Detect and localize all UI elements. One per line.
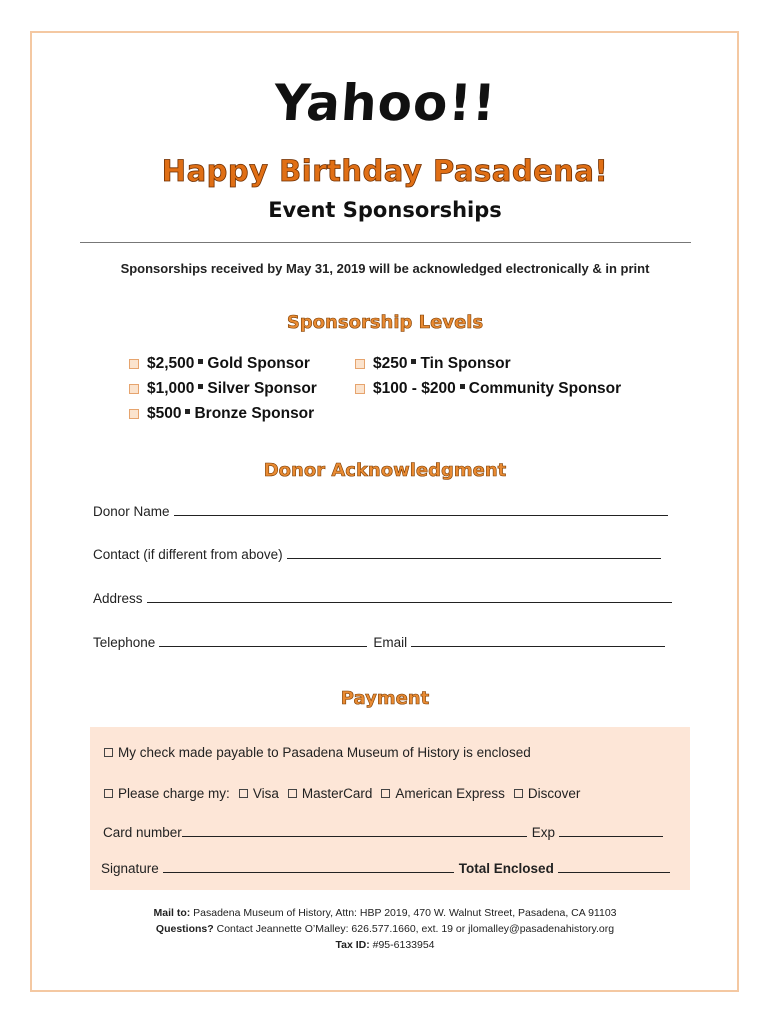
card-option-discover[interactable] bbox=[514, 786, 581, 801]
level-tin bbox=[355, 355, 511, 373]
sponsorship-levels-heading: Sponsorship Levels bbox=[286, 312, 484, 333]
telephone-email-row bbox=[93, 634, 665, 650]
card-number-label: Card number bbox=[103, 825, 182, 840]
charge-option-row bbox=[104, 786, 580, 801]
bullet-icon bbox=[129, 409, 139, 419]
level-gold bbox=[129, 355, 310, 373]
card-option-visa[interactable] bbox=[239, 786, 279, 801]
level-amount: $500 bbox=[147, 405, 182, 422]
event-sponsorships-title: Event Sponsorships bbox=[268, 198, 502, 222]
card-number-input[interactable] bbox=[182, 824, 527, 837]
bullet-icon bbox=[129, 384, 139, 394]
separator-icon bbox=[460, 384, 465, 389]
discover-checkbox[interactable] bbox=[514, 789, 523, 798]
contact-input[interactable] bbox=[287, 546, 661, 559]
donor-name-input[interactable] bbox=[174, 503, 668, 516]
discover-label: Discover bbox=[527, 786, 581, 801]
address-label: Address bbox=[93, 591, 143, 606]
donor-name-label: Donor Name bbox=[93, 504, 170, 519]
mastercard-label: MasterCard bbox=[301, 786, 373, 801]
total-enclosed-input[interactable] bbox=[558, 860, 670, 873]
telephone-label: Telephone bbox=[93, 635, 156, 650]
level-name: Bronze Sponsor bbox=[194, 405, 315, 422]
amex-label: American Express bbox=[395, 786, 505, 801]
signature-row bbox=[101, 860, 670, 876]
visa-label: Visa bbox=[252, 786, 279, 801]
tax-id-text: #95-6133954 bbox=[372, 939, 435, 951]
event-subtitle: Happy Birthday Pasadena! bbox=[161, 154, 609, 188]
bullet-icon bbox=[129, 359, 139, 369]
charge-label: Please charge my: bbox=[118, 786, 230, 801]
level-silver bbox=[129, 380, 317, 398]
card-option-mastercard[interactable] bbox=[288, 786, 373, 801]
contact-field[interactable] bbox=[93, 546, 661, 562]
level-amount: $1,000 bbox=[147, 380, 195, 397]
level-name: Gold Sponsor bbox=[207, 355, 310, 372]
questions-line bbox=[0, 923, 770, 935]
donor-name-field[interactable] bbox=[93, 503, 668, 519]
level-name: Community Sponsor bbox=[468, 380, 622, 397]
level-bronze bbox=[129, 405, 314, 423]
level-amount: $100 - $200 bbox=[373, 380, 456, 397]
deadline-note: Sponsorships received by May 31, 2019 will be acknowledged electronically & in print bbox=[120, 261, 650, 276]
charge-checkbox[interactable] bbox=[104, 789, 113, 798]
separator-icon bbox=[411, 359, 416, 364]
check-checkbox[interactable] bbox=[104, 748, 113, 757]
separator-icon bbox=[198, 359, 203, 364]
questions-text: Contact Jeannette O’Malley: 626.577.1660, ext. 19 or jlomalley@pasadenahistory.org bbox=[216, 923, 615, 935]
page-title: Yahoo!! bbox=[271, 74, 499, 132]
questions-label: Questions? bbox=[155, 923, 214, 935]
bullet-icon bbox=[355, 384, 365, 394]
divider bbox=[80, 242, 691, 243]
visa-checkbox[interactable] bbox=[239, 789, 248, 798]
tax-id-line bbox=[0, 939, 770, 951]
email-input[interactable] bbox=[411, 634, 665, 647]
exp-input[interactable] bbox=[559, 824, 663, 837]
card-number-row bbox=[103, 824, 663, 840]
donor-acknowledgment-heading: Donor Acknowledgment bbox=[263, 460, 507, 481]
signature-input[interactable] bbox=[163, 860, 454, 873]
level-name: Tin Sponsor bbox=[420, 355, 511, 372]
separator-icon bbox=[185, 409, 190, 414]
tax-id-label: Tax ID: bbox=[335, 939, 370, 951]
level-amount: $250 bbox=[373, 355, 408, 372]
level-community bbox=[355, 380, 621, 398]
contact-label: Contact (if different from above) bbox=[93, 547, 283, 562]
address-input[interactable] bbox=[147, 590, 672, 603]
address-field[interactable] bbox=[93, 590, 672, 606]
level-name: Silver Sponsor bbox=[207, 380, 317, 397]
email-label: Email bbox=[373, 635, 408, 650]
separator-icon bbox=[198, 384, 203, 389]
total-enclosed-label: Total Enclosed bbox=[458, 861, 554, 876]
check-label: My check made payable to Pasadena Museum of History is enclosed bbox=[118, 745, 531, 760]
mail-to-label: Mail to: bbox=[153, 907, 191, 919]
amex-checkbox[interactable] bbox=[381, 789, 390, 798]
bullet-icon bbox=[355, 359, 365, 369]
payment-heading: Payment bbox=[340, 688, 430, 709]
level-amount: $2,500 bbox=[147, 355, 195, 372]
card-option-amex[interactable] bbox=[381, 786, 505, 801]
check-option[interactable] bbox=[104, 745, 531, 760]
telephone-input[interactable] bbox=[159, 634, 367, 647]
mail-to-text: Pasadena Museum of History, Attn: HBP 2019, 470 W. Walnut Street, Pasadena, CA 91103 bbox=[193, 907, 617, 919]
mail-to-line bbox=[0, 907, 770, 919]
mastercard-checkbox[interactable] bbox=[288, 789, 297, 798]
exp-label: Exp bbox=[531, 825, 556, 840]
signature-label: Signature bbox=[101, 861, 159, 876]
